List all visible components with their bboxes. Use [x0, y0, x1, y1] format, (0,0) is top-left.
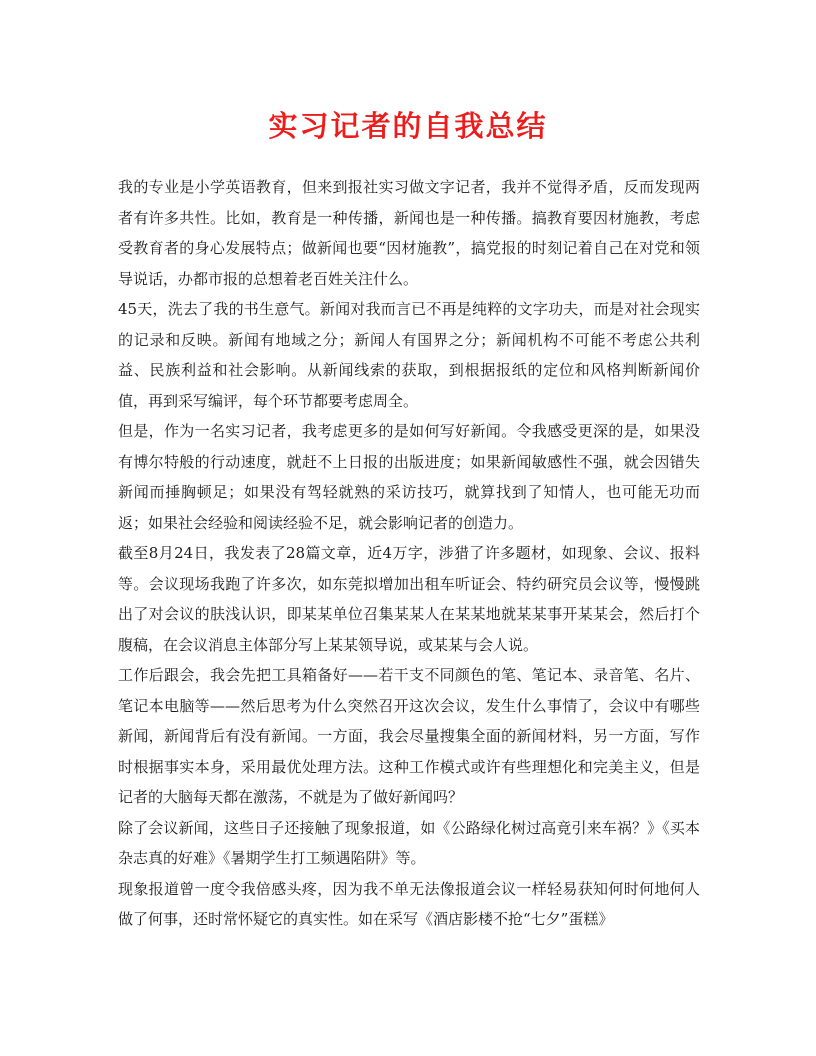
paragraph: 45天，洗去了我的书生意气。新闻对我而言已不再是纯粹的文字功夫，而是对社会现实的记录和反映。新闻有地域之分；新闻人有国界之分；新闻机构不可能不考虑公共利益、民族利益和社会影响。从新闻线索的获取，到根据报纸的定位和风格判断新闻价值，再到采写编评，每个环节都要考虑周全。	[118, 300, 700, 410]
document-title: 实习记者的自我总结	[268, 109, 548, 143]
paragraph: 工作后跟会，我会先把工具箱备好——若干支不同颜色的笔、笔记本、录音笔、名片、笔记本电脑等——然后思考为什么突然召开这次会议，发生什么事情了，会议中有哪些新闻，新闻背后有没有新闻。一方面，我会尽量搜集全面的新闻材料，另一方面，写作时根据事实本身，采用最优处理方法。这种工作模式或许有些理想化和完美主义，但是记者的大脑每天都在激荡，不就是为了做好新闻吗？	[118, 666, 700, 806]
paragraph: 现象报道曾一度令我倍感头疼，因为我不单无法像报道会议一样轻易获知何时何地何人做了何事，还时常怀疑它的真实性。如在采写《酒店影楼不抢“七夕”蛋糕》	[118, 879, 700, 928]
paragraph: 但是，作为一名实习记者，我考虑更多的是如何写好新闻。令我感受更深的是，如果没有博尔特般的行动速度，就赶不上日报的出版进度；如果新闻敏感性不强，就会因错失新闻而捶胸顿足；如果没有驾轻就熟的采访技巧，就算找到了知情人，也可能无功而返；如果社会经验和阅读经验不足，就会影响记者的创造力。	[118, 422, 700, 532]
paragraph: 我的专业是小学英语教育，但来到报社实习做文字记者，我并不觉得矛盾，反而发现两者有许多共性。比如，教育是一种传播，新闻也是一种传播。搞教育要因材施教，考虑受教育者的身心发展特点；做新闻也要“因材施教”，搞党报的时刻记着自己在对党和领导说话，办都市报的总想着老百姓关注什么。	[118, 178, 700, 288]
paragraph: 除了会议新闻，这些日子还接触了现象报道，如《公路绿化树过高竟引来车祸？》《买本杂志真的好难》《暑期学生打工频遇陷阱》等。	[118, 818, 700, 867]
paragraph: 截至8月24日，我发表了28篇文章，近4万字，涉猎了许多题材，如现象、会议、报料等。会议现场我跑了许多次，如东莞拟增加出租车听证会、特约研究员会议等，慢慢跳出了对会议的肤浅认识，即某某单位召集某某人在某某地就某某事开某某会，然后打个腹稿，在会议消息主体部分写上某某领导说，或某某与会人说。	[118, 544, 700, 654]
document-body	[118, 172, 700, 935]
